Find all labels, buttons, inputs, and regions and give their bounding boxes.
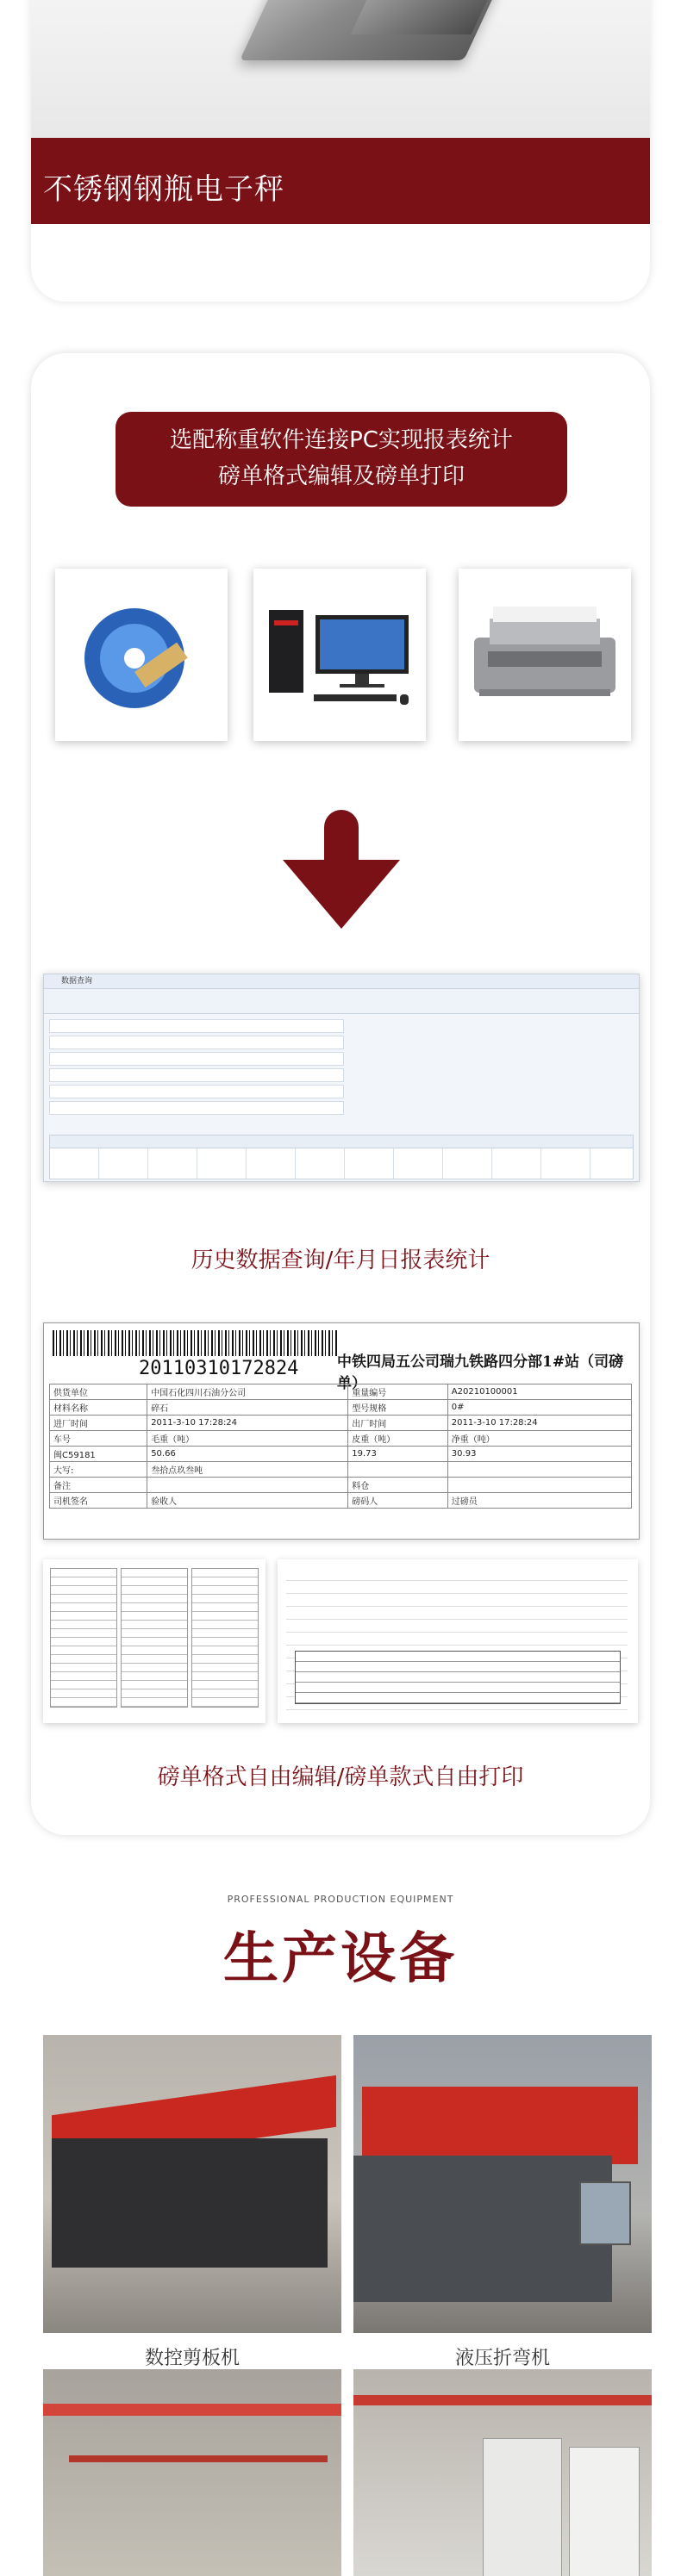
table-cell: 皮重（吨） xyxy=(348,1431,448,1447)
table-cell: 重量编号 xyxy=(348,1384,448,1400)
form-row xyxy=(49,1085,344,1098)
down-arrow-head-icon xyxy=(283,860,400,929)
hydraulic-press-brake-photo xyxy=(353,2035,652,2333)
table-cell: 净重（吨） xyxy=(447,1431,631,1447)
table-cell xyxy=(147,1478,348,1493)
form-row xyxy=(49,1101,344,1115)
report-column xyxy=(50,1568,117,1708)
weigh-ticket-sample xyxy=(43,1322,640,1540)
table-cell: 碎石 xyxy=(147,1400,348,1416)
workshop-photo xyxy=(353,2369,652,2576)
delivery-note-sample xyxy=(278,1559,638,1723)
form-row xyxy=(49,1068,344,1082)
table-cell: 供货单位 xyxy=(50,1384,147,1400)
table-cell: 磅码人 xyxy=(348,1493,448,1509)
desktop-pc-icon xyxy=(253,569,426,741)
report-form-sample xyxy=(43,1559,266,1723)
table-row xyxy=(50,1493,632,1509)
table-cell xyxy=(447,1478,631,1493)
table-cell: 30.93 xyxy=(447,1447,631,1462)
table-cell: 备注 xyxy=(50,1478,147,1493)
table-cell: 闽C59181 xyxy=(50,1447,147,1462)
product-photo xyxy=(31,0,650,138)
form-row xyxy=(49,1052,344,1066)
table-cell: 料仓 xyxy=(348,1478,448,1493)
ticket-table xyxy=(49,1384,632,1509)
ticket-heading: 中铁四局五公司瑞九铁路四分部1#站（司磅单） xyxy=(337,1353,624,1392)
table-cell: 验收人 xyxy=(147,1493,348,1509)
form-row xyxy=(49,1019,344,1033)
table-row xyxy=(50,1384,632,1400)
caption-ticket-format: 磅单格式自由编辑/磅单款式自由打印 xyxy=(157,1764,524,1790)
scale-base-image xyxy=(351,0,488,34)
software-headline xyxy=(116,412,567,507)
table-cell: 出厂时间 xyxy=(348,1416,448,1431)
table-cell: 叁拾点玖叁吨 xyxy=(147,1462,348,1478)
form-row xyxy=(49,1036,344,1049)
table-row xyxy=(50,1447,632,1462)
table-cell: 中国石化四川石油分公司 xyxy=(147,1384,348,1400)
table-cell: 0# xyxy=(447,1400,631,1416)
equipment-caption: 数控剪板机 xyxy=(144,2348,240,2369)
table-cell: 型号规格 xyxy=(348,1400,448,1416)
delivery-note-lines xyxy=(286,1568,628,1714)
table-row xyxy=(50,1462,632,1478)
equipment-caption: 液压折弯机 xyxy=(454,2348,550,2369)
equipment-title: 生产设备 xyxy=(223,1926,458,1991)
table-cell: 毛重（吨） xyxy=(147,1431,348,1447)
table-cell: 2011-3-10 17:28:24 xyxy=(447,1416,631,1431)
table-cell: 50.66 xyxy=(147,1447,348,1462)
dot-matrix-printer-icon xyxy=(459,569,631,741)
report-column xyxy=(121,1568,188,1708)
query-form xyxy=(49,1019,632,1123)
table-cell xyxy=(447,1462,631,1478)
product-name: 不锈钢钢瓶电子秤 xyxy=(43,172,284,207)
cd-disc-icon xyxy=(55,569,228,741)
product-name-banner xyxy=(31,138,650,224)
caption-history-report: 历史数据查询/年月日报表统计 xyxy=(191,1248,490,1273)
workshop-photo xyxy=(43,2369,341,2576)
table-cell: 2011-3-10 17:28:24 xyxy=(147,1416,348,1431)
table-row xyxy=(50,1431,632,1447)
results-grid-header xyxy=(50,1136,633,1148)
table-cell: 大写: xyxy=(50,1462,147,1478)
barcode-icon xyxy=(53,1330,337,1356)
table-cell: A20210100001 xyxy=(447,1384,631,1400)
table-cell: 材料名称 xyxy=(50,1400,147,1416)
toolbar xyxy=(44,989,639,1014)
table-row xyxy=(50,1400,632,1416)
table-cell: 车号 xyxy=(50,1431,147,1447)
software-headline-line1: 选配称重软件连接PC实现报表统计 xyxy=(170,427,513,453)
table-cell: 进厂时间 xyxy=(50,1416,147,1431)
window-title: 数据查询 xyxy=(44,974,639,989)
barcode-number: 20110310172824 xyxy=(139,1358,299,1379)
table-cell: 19.73 xyxy=(348,1447,448,1462)
table-cell: 司机签名 xyxy=(50,1493,147,1509)
software-card xyxy=(31,353,650,1835)
equipment-subtitle: PROFESSIONAL PRODUCTION EQUIPMENT xyxy=(227,1894,454,1905)
software-headline-line2: 磅单格式编辑及磅单打印 xyxy=(217,464,465,489)
delivery-note-table xyxy=(295,1651,621,1704)
results-grid xyxy=(49,1135,634,1179)
table-cell: 过磅员 xyxy=(447,1493,631,1509)
query-software-screenshot xyxy=(43,974,640,1182)
table-cell xyxy=(348,1462,448,1478)
table-row xyxy=(50,1478,632,1493)
table-row xyxy=(50,1416,632,1431)
report-column xyxy=(191,1568,259,1708)
product-card xyxy=(31,0,650,302)
cnc-shearing-machine-photo xyxy=(43,2035,341,2333)
